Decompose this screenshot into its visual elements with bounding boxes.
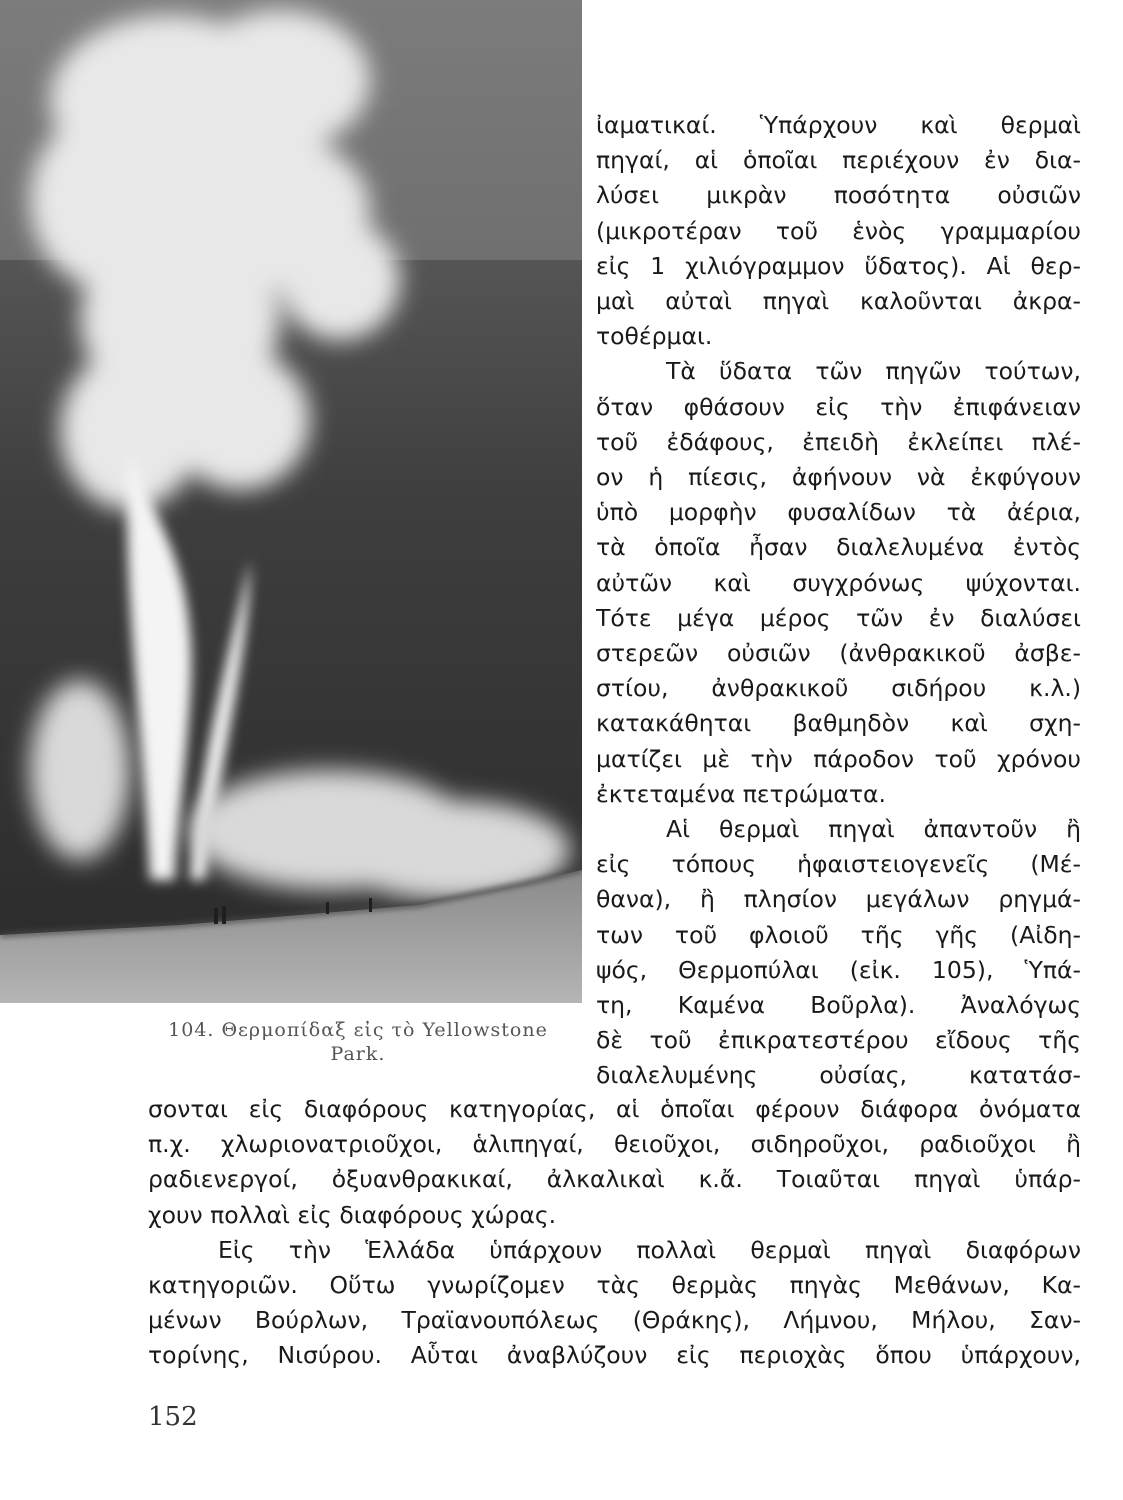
text-line: εἰς τόπους ἡφαιστειογενεῖς (Μέ- [596, 850, 1081, 879]
text-line: ματίζει μὲ τὴν πάροδον τοῦ χρόνου [596, 744, 1081, 773]
text-line: σονται εἰς διαφόρους κατηγορίας, αἱ ὁποῖαι φέρουν διάφορα ὀνόματα [148, 1095, 1081, 1123]
text-line: ον ἡ πίεσις, ἀφήνουν νὰ ἐκφύγουν [596, 463, 1081, 492]
text-line: διαλελυμένης οὐσίας, κατατάσ- [596, 1061, 1081, 1090]
caption-line: Park. [330, 1043, 386, 1065]
text-line: μαὶ αὐταὶ πηγαὶ καλοῦνται ἀκρα- [596, 287, 1081, 316]
text-line: τορίνης, Νισύρου. Αὗται ἀναβλύζουν εἰς περιοχὰς ὅπου ὑπάρχουν, [148, 1341, 1081, 1370]
text-line: δὲ τοῦ ἐπικρατεστέρου εἴδους τῆς [596, 1026, 1081, 1055]
text-line: ἐκτεταμένα πετρώματα. [596, 779, 886, 808]
text-line: τη, Καμένα Βοῦρλα). Ἀναλόγως [596, 991, 1081, 1020]
text-line: ψός, Θερμοπύλαι (εἰκ. 105), Ὑπά- [596, 955, 1081, 984]
geyser-illustration [0, 0, 582, 1003]
text-line: ὑπὸ μορφὴν φυσαλίδων τὰ ἀέρια, [596, 498, 1081, 527]
text-line: Εἰς τὴν Ἑλλάδα ὑπάρχουν πολλαὶ θερμαὶ πηγαὶ διαφόρων [218, 1235, 1081, 1264]
right-column-text [596, 108, 1081, 1094]
text-line: ἰαματικαί. Ὑπάρχουν καὶ θερμαὶ [596, 111, 1081, 139]
geyser-photo [0, 0, 582, 1003]
caption-line: 104. Θερμοπίδαξ εἰς τὸ Yellowstone [168, 1019, 548, 1041]
text-line: Τὰ ὕδατα τῶν πηγῶν τούτων, [666, 357, 1081, 386]
text-line: στίου, ἀνθρακικοῦ σιδήρου κ.λ.) [596, 674, 1081, 703]
text-line: τὰ ὁποῖα ἦσαν διαλελυμένα ἐντὸς [596, 533, 1081, 562]
text-line: θανα), ἢ πλησίον μεγάλων ρηγμά- [596, 885, 1081, 914]
text-line: Αἱ θερμαὶ πηγαὶ ἀπαντοῦν ἢ [666, 815, 1081, 844]
text-line: τοῦ ἐδάφους, ἐπειδὴ ἐκλείπει πλέ- [596, 427, 1081, 456]
text-line: ραδιενεργοί, ὀξυανθρακικαί, ἀλκαλικαὶ κ.ἄ. Τοιαῦται πηγαὶ ὑπάρ- [148, 1165, 1081, 1194]
text-line: αὐτῶν καὶ συγχρόνως ψύχονται. [596, 568, 1081, 597]
text-line: π.χ. χλωριονατριοῦχοι, ἁλιπηγαί, θειοῦχοι, σιδηροῦχοι, ραδιοῦχοι ἢ [148, 1130, 1081, 1159]
text-line: τοθέρμαι. [596, 322, 713, 351]
text-line: λύσει μικρὰν ποσότητα οὐσιῶν [596, 181, 1081, 210]
text-line: κατακάθηται βαθμηδὸν καὶ σχη- [596, 709, 1081, 738]
full-width-text [148, 1092, 1081, 1374]
text-line: κατηγοριῶν. Οὕτω γνωρίζομεν τὰς θερμὰς πηγὰς Μεθάνων, Κα- [148, 1271, 1081, 1300]
text-line: (μικροτέραν τοῦ ἑνὸς γραμμαρίου [596, 216, 1081, 245]
text-line: ὅταν φθάσουν εἰς τὴν ἐπιφάνειαν [596, 392, 1081, 421]
text-line: πηγαί, αἱ ὁποῖαι περιέχουν ἐν δια- [596, 146, 1081, 175]
text-line: μένων Βούρλων, Τραϊανουπόλεως (Θράκης), Λήμνου, Μήλου, Σαν- [148, 1306, 1081, 1335]
text-line: εἰς 1 χιλιόγραμμον ὕδατος). Αἱ θερ- [596, 251, 1081, 280]
page-number: 152 [148, 1402, 198, 1432]
text-line: χουν πολλαὶ εἰς διαφόρους χώρας. [148, 1200, 557, 1229]
text-line: των τοῦ φλοιοῦ τῆς γῆς (Αἰδη- [596, 920, 1081, 949]
figure-caption [148, 1018, 568, 1066]
text-line: Τότε μέγα μέρος τῶν ἐν διαλύσει [596, 603, 1081, 632]
text-line: στερεῶν οὐσιῶν (ἀνθρακικοῦ ἀσβε- [596, 639, 1081, 668]
